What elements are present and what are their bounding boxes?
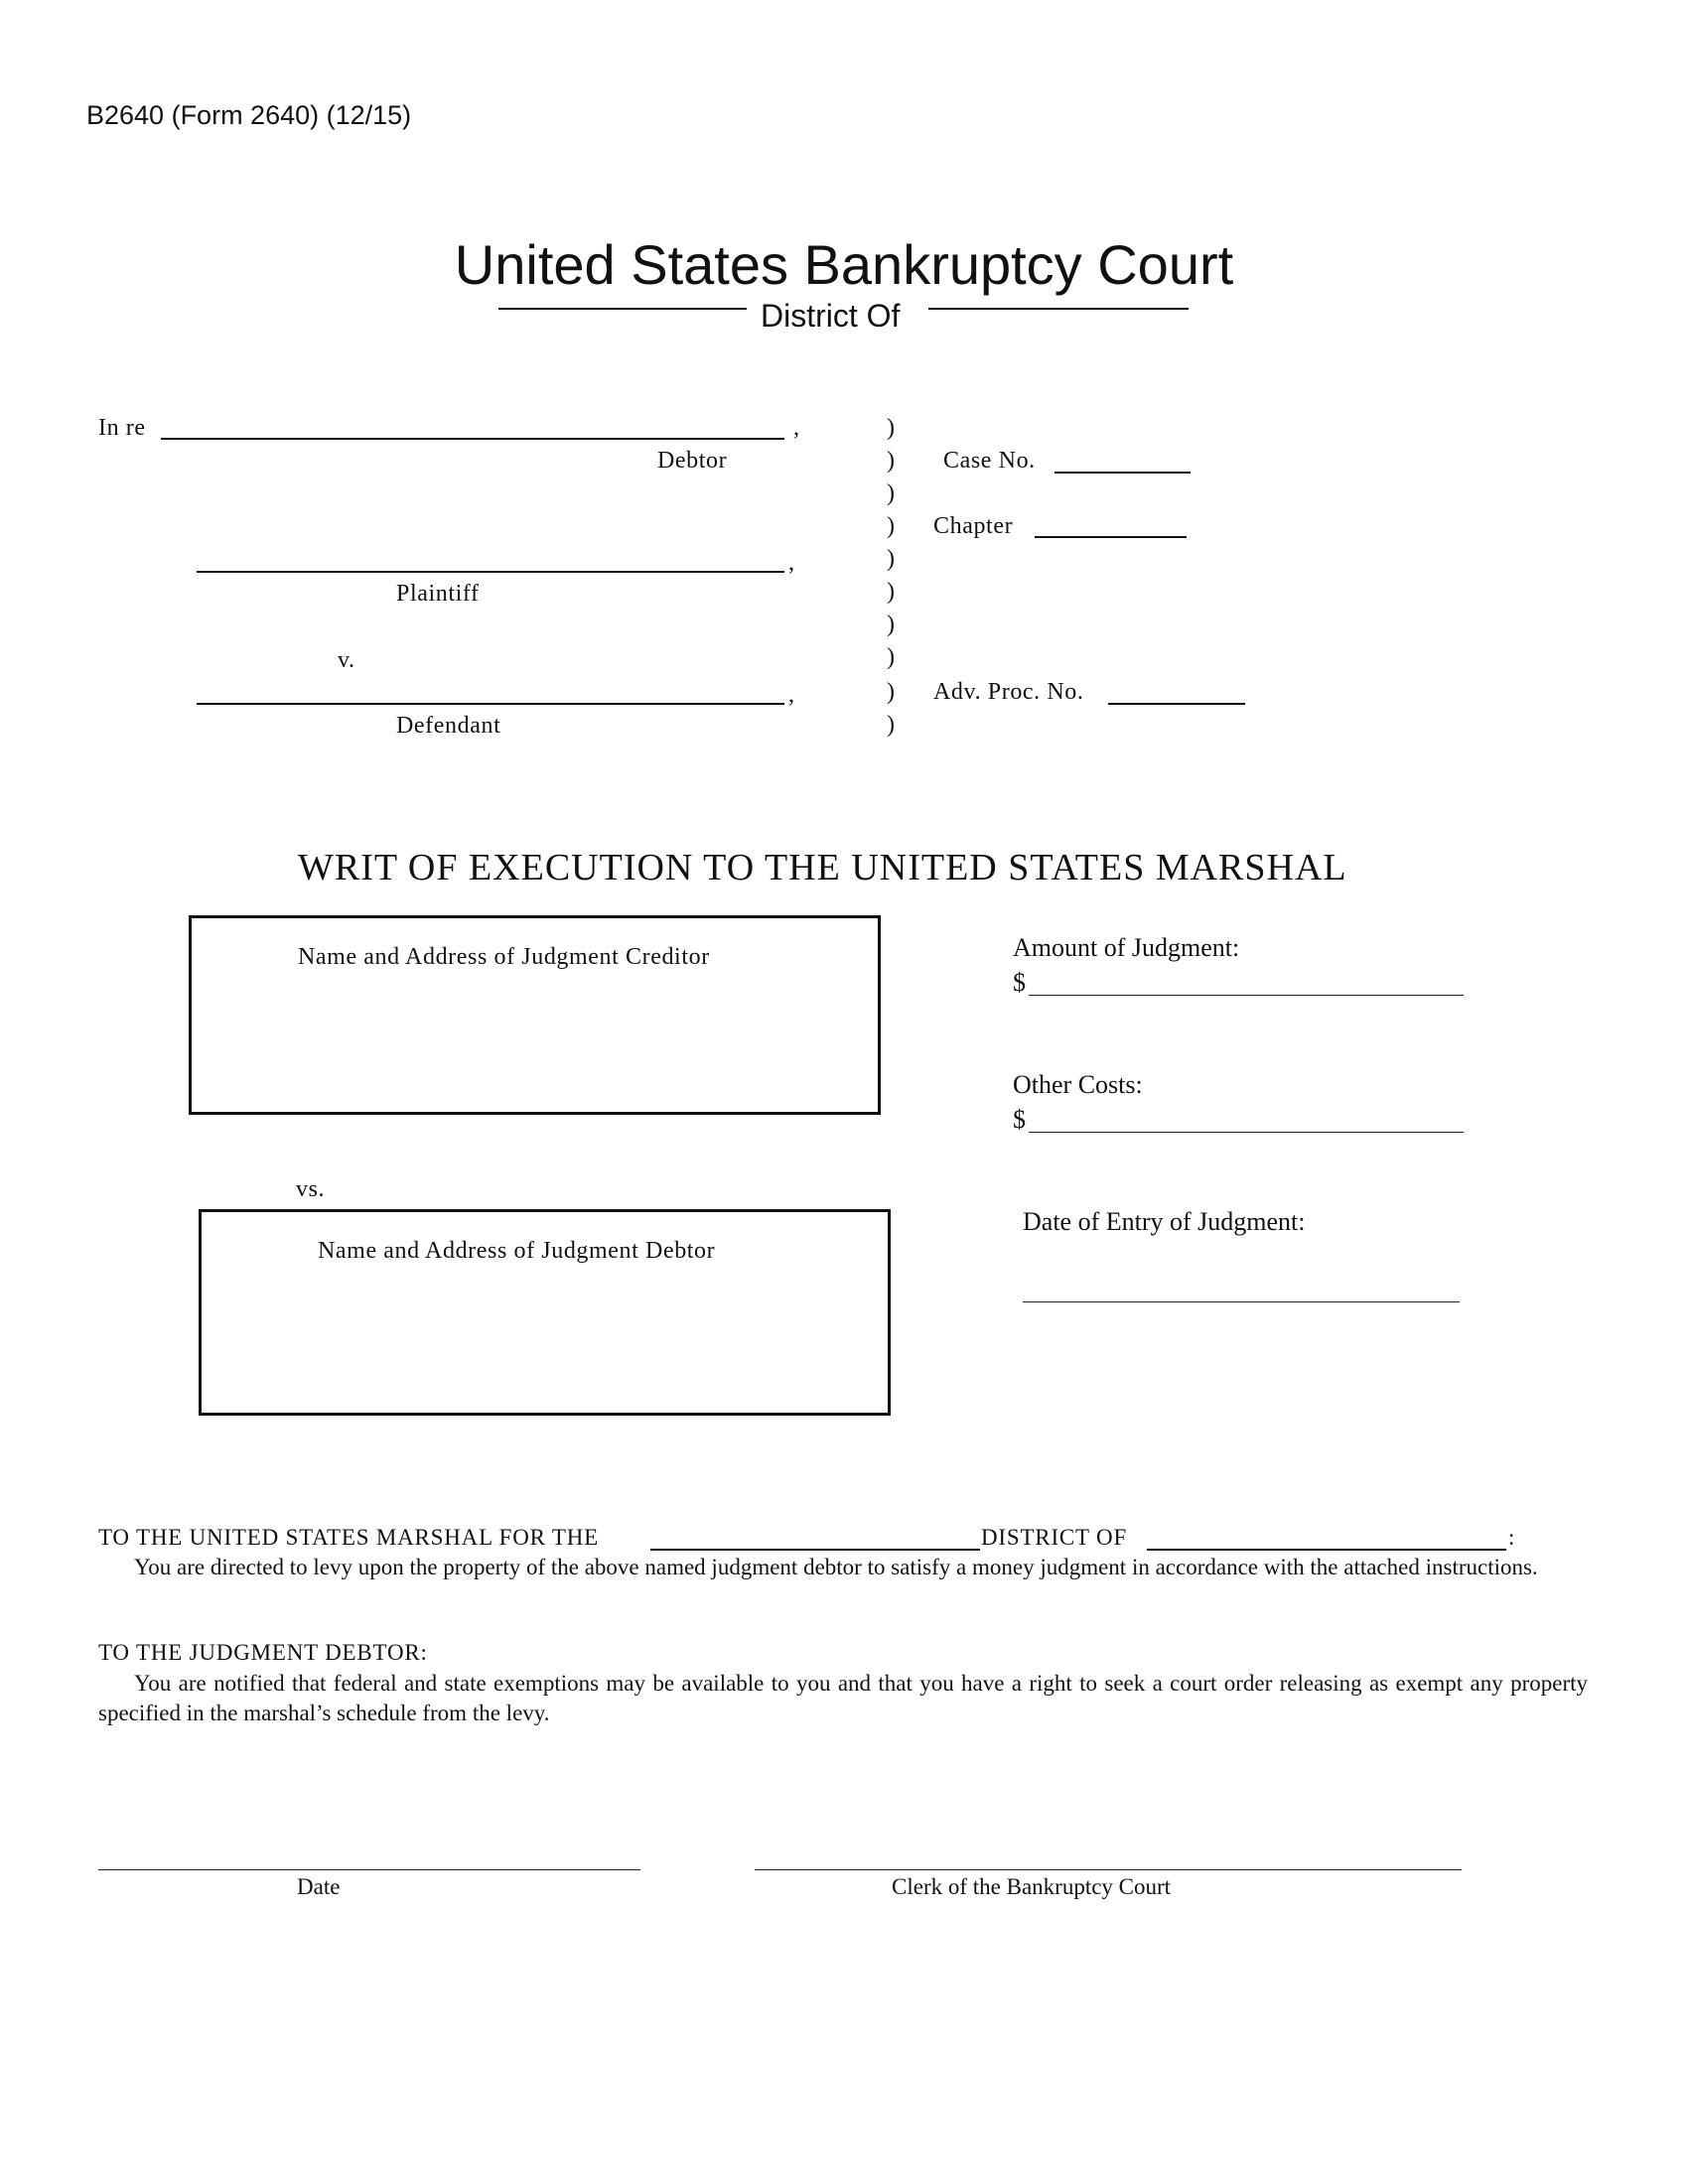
district-label: District Of (761, 298, 901, 334)
other-costs-field[interactable] (1029, 1132, 1464, 1133)
caption-comma: , (788, 682, 795, 708)
marshal-district-field-left[interactable] (650, 1549, 980, 1551)
caption-paren: ) (887, 415, 895, 441)
adv-proc-label: Adv. Proc. No. (933, 679, 1084, 705)
caption-paren: ) (887, 644, 895, 670)
writ-title: WRIT OF EXECUTION TO THE UNITED STATES MARSHAL (298, 847, 1347, 888)
caption-paren: ) (887, 546, 895, 572)
caption-paren: ) (887, 480, 895, 506)
colon: : (1508, 1525, 1515, 1550)
other-costs-label: Other Costs: (1013, 1070, 1143, 1099)
caption-paren: ) (887, 513, 895, 539)
case-no-field[interactable] (1055, 472, 1191, 474)
dollar-sign: $ (1013, 1105, 1026, 1134)
case-no-label: Case No. (943, 448, 1036, 474)
adv-proc-field[interactable] (1108, 703, 1245, 705)
marshal-district-field-right[interactable] (1147, 1549, 1506, 1551)
in-re-label: In re (98, 415, 146, 441)
caption-paren: ) (887, 612, 895, 637)
date-of-entry-field[interactable] (1023, 1301, 1460, 1302)
clerk-signature-line[interactable] (755, 1869, 1462, 1870)
versus-label: v. (338, 647, 355, 673)
district-of-label: DISTRICT OF (981, 1525, 1128, 1550)
date-signature-line[interactable] (98, 1869, 640, 1870)
form-identifier: B2640 (Form 2640) (12/15) (86, 100, 412, 130)
caption-paren: ) (887, 448, 895, 474)
debtor-notice-text: You are notified that federal and state exemptions may be available to you and that you have a right to seek a court order releasing as exempt any property specified in the marshal’s schedule from the levy. (98, 1671, 1588, 1725)
plaintiff-label: Plaintiff (396, 581, 480, 607)
dollar-sign: $ (1013, 968, 1026, 997)
debtor-notice-heading: TO THE JUDGMENT DEBTOR: (98, 1640, 428, 1665)
caption-paren: ) (887, 712, 895, 738)
chapter-field[interactable] (1035, 536, 1187, 538)
caption-paren: ) (887, 579, 895, 605)
clerk-label: Clerk of the Bankruptcy Court (892, 1874, 1172, 1899)
defendant-name-field[interactable] (197, 703, 784, 705)
caption-comma: , (793, 415, 800, 441)
date-of-entry-label: Date of Entry of Judgment: (1023, 1207, 1306, 1236)
chapter-label: Chapter (933, 513, 1014, 539)
judgment-debtor-label: Name and Address of Judgment Debtor (318, 1238, 716, 1264)
caption-comma: , (788, 550, 795, 576)
plaintiff-name-field[interactable] (197, 571, 784, 573)
debtor-name-field[interactable] (161, 438, 784, 440)
vs-label: vs. (296, 1176, 326, 1202)
amount-of-judgment-label: Amount of Judgment: (1013, 933, 1240, 962)
defendant-label: Defendant (396, 713, 501, 739)
to-marshal-prefix: TO THE UNITED STATES MARSHAL FOR THE (98, 1525, 600, 1550)
amount-of-judgment-field[interactable] (1029, 995, 1464, 996)
marshal-directive-text: You are directed to levy upon the property of the above named judgment debtor to satisfy a money judgment in accordance with the attached instructions. (134, 1555, 1538, 1579)
debtor-label: Debtor (657, 448, 728, 474)
judgment-creditor-label: Name and Address of Judgment Creditor (298, 944, 710, 970)
district-field-left[interactable] (498, 308, 747, 310)
district-field-right[interactable] (928, 308, 1189, 310)
court-title: United States Bankruptcy Court (454, 233, 1234, 296)
date-label: Date (297, 1874, 341, 1899)
caption-paren: ) (887, 679, 895, 705)
